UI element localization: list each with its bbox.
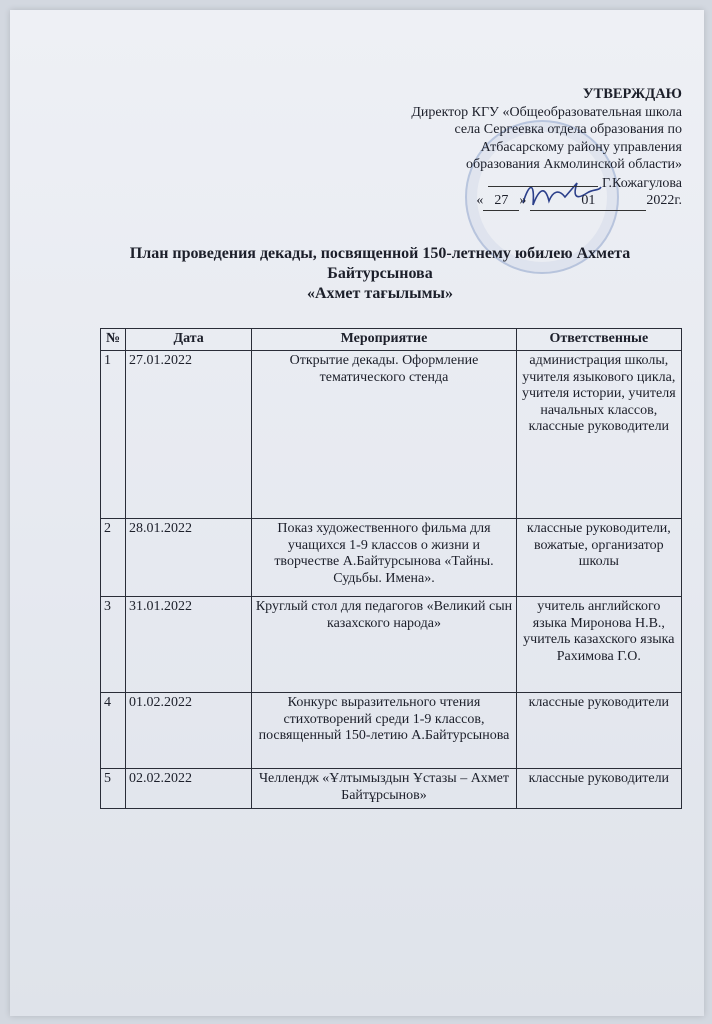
date-quote-open: « bbox=[476, 193, 484, 208]
row-event: Конкурс выразительного чтения стихотворений среди 1-9 классов, посвященный 150-летию А.Байтурсынова bbox=[252, 693, 516, 769]
row-responsible: учитель английского языка Миронова Н.В., учитель казахского языка Рахимова Г.О. bbox=[516, 597, 681, 693]
row-date: 28.01.2022 bbox=[125, 519, 251, 597]
title-subtitle: «Ахмет тағылымы» bbox=[306, 285, 454, 302]
approval-line: села Сергеевка отдела образования по bbox=[454, 122, 682, 137]
row-event: Показ художественного фильма для учащихся 1-9 классов о жизни и творчестве А.Байтурсынова «Тайны. Судьбы. Имена». bbox=[252, 519, 516, 597]
row-date: 02.02.2022 bbox=[125, 769, 251, 809]
table-row bbox=[101, 597, 682, 693]
table-row bbox=[101, 351, 682, 519]
approval-line: Директор КГУ «Общеобразовательная школа bbox=[411, 104, 682, 120]
row-number: 5 bbox=[101, 769, 126, 809]
date-day: 27 bbox=[483, 192, 519, 211]
row-date: 01.02.2022 bbox=[125, 693, 251, 769]
signatory-name: Г.Кожагулова bbox=[602, 175, 682, 191]
row-number: 2 bbox=[101, 519, 126, 597]
approval-line: образования Акмолинской области» bbox=[465, 157, 682, 172]
row-event: Челлендж «Ұлтымыздын Ұстазы – Ахмет Байтұрсынов» bbox=[252, 769, 516, 809]
table-row bbox=[101, 769, 682, 809]
header-event: Мероприятие bbox=[252, 329, 516, 351]
table-row bbox=[101, 693, 682, 769]
approval-block bbox=[352, 86, 682, 211]
document-page bbox=[10, 10, 704, 1016]
approval-heading: УТВЕРЖДАЮ bbox=[582, 86, 682, 102]
signature-blank bbox=[488, 174, 598, 187]
row-date: 27.01.2022 bbox=[125, 351, 251, 519]
header-responsible: Ответственные bbox=[516, 329, 681, 351]
date-year: 2022г. bbox=[646, 193, 682, 208]
document-title bbox=[70, 244, 690, 304]
date-quote-close: » bbox=[519, 193, 527, 208]
row-date: 31.01.2022 bbox=[125, 597, 251, 693]
approval-date bbox=[352, 192, 682, 211]
row-event: Круглый стол для педагогов «Великий сын казахского народа» bbox=[252, 597, 516, 693]
row-number: 1 bbox=[101, 351, 126, 519]
signature-line bbox=[352, 174, 682, 193]
approval-line: Атбасарскому району управления bbox=[480, 139, 682, 155]
date-month: 01 bbox=[530, 192, 646, 211]
header-number: № bbox=[101, 329, 126, 351]
row-number: 4 bbox=[101, 693, 126, 769]
row-responsible: администрация школы, учителя языкового цикла, учителя истории, учителя начальных классов, классные руководители bbox=[516, 351, 681, 519]
table-header-row bbox=[101, 329, 682, 351]
header-date: Дата bbox=[125, 329, 251, 351]
plan-table bbox=[100, 328, 682, 809]
title-line: План проведения декады, посвященной 150-летнему юбилею Ахмета bbox=[129, 245, 631, 262]
title-line: Байтурсынова bbox=[327, 265, 433, 282]
row-event: Открытие декады. Оформление тематического стенда bbox=[252, 351, 516, 519]
row-responsible: классные руководители bbox=[516, 693, 681, 769]
row-responsible: классные руководители bbox=[516, 769, 681, 809]
table-row bbox=[101, 519, 682, 597]
row-number: 3 bbox=[101, 597, 126, 693]
row-responsible: классные руководители, вожатые, организатор школы bbox=[516, 519, 681, 597]
